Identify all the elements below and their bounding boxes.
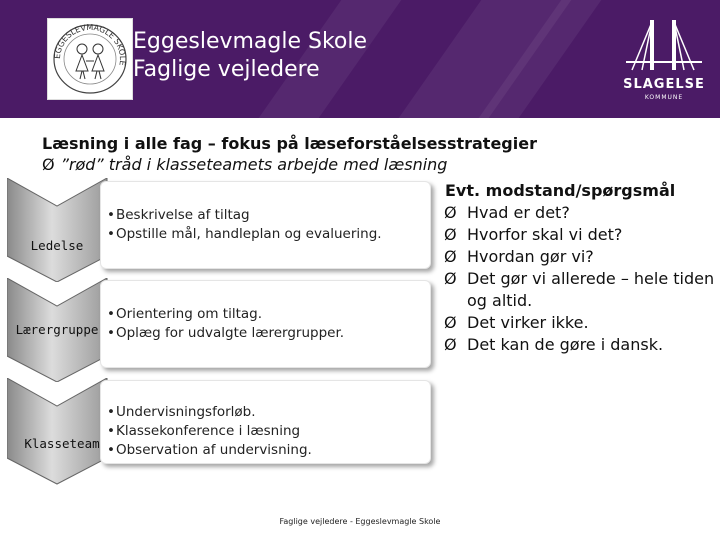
level-label-laerergruppe: Lærergruppe xyxy=(15,322,99,337)
slide-subtitle-text: ”rød” tråd i klasseteamets arbejde med læsning xyxy=(60,155,448,174)
resistance-questions-panel xyxy=(443,179,717,356)
header-title-subtitle: Faglige vejledere xyxy=(133,57,320,82)
chevron-shape-ledelse xyxy=(7,178,109,282)
city-name: SLAGELSE xyxy=(623,77,705,92)
logo-ring-text: EGGESLEVMAGLE SKOLE xyxy=(52,22,128,67)
list-item-text: Det gør vi allerede – hele tiden og altid. xyxy=(467,269,715,310)
bridge-icon xyxy=(622,14,706,76)
slide-footer: Faglige vejledere - Eggeslevmagle Skole xyxy=(279,517,441,526)
list-item xyxy=(443,312,717,334)
list-item xyxy=(443,334,717,356)
arrow-bullet-icon: Ø xyxy=(444,335,457,354)
chevron-shape-klasseteam xyxy=(7,378,109,486)
list-item: • Observation af undervisning. xyxy=(107,441,312,460)
list-item: • Orientering om tiltag. xyxy=(107,305,344,324)
arrow-bullet-icon: Ø xyxy=(444,203,457,222)
arrow-bullet-icon: Ø xyxy=(444,313,457,332)
arrow-bullet-icon: Ø xyxy=(444,269,457,288)
school-logo-icon xyxy=(48,19,132,99)
arrow-bullet-icon: Ø xyxy=(444,225,457,244)
list-item xyxy=(443,268,717,312)
list-item: • Klassekonference i læsning xyxy=(107,422,312,441)
level-label-ledelse: Ledelse xyxy=(30,238,84,253)
level-label-klasseteam: Klasseteam xyxy=(24,436,100,451)
level-box-laerergruppe xyxy=(100,280,431,368)
list-item xyxy=(443,202,717,224)
list-item: • Oplæg for udvalgte lærergrupper. xyxy=(107,324,344,343)
header-title xyxy=(133,28,367,84)
arrow-bullet-icon: Ø xyxy=(444,247,457,266)
list-item-text: Hvordan gør vi? xyxy=(467,247,594,266)
arrow-bullet-icon: Ø xyxy=(42,155,55,174)
city-subtitle: KOMMUNE xyxy=(644,94,684,101)
list-item: • Undervisningsforløb. xyxy=(107,403,312,422)
header-title-school: Eggeslevmagle Skole xyxy=(133,29,368,54)
slagelse-kommune-logo xyxy=(622,14,706,106)
level-box-klasseteam xyxy=(100,380,431,464)
slide-title: Læsning i alle fag – fokus på læseforståelsesstrategier xyxy=(42,134,537,153)
list-item-text: Hvad er det? xyxy=(467,203,570,222)
list-item: • Opstille mål, handleplan og evaluering. xyxy=(107,225,382,244)
list-item: • Beskrivelse af tiltag xyxy=(107,206,382,225)
header-banner xyxy=(0,0,720,118)
list-item-text: Hvorfor skal vi det? xyxy=(467,225,623,244)
school-logo xyxy=(47,18,133,100)
list-item xyxy=(443,224,717,246)
list-item-text: Det virker ikke. xyxy=(467,313,589,332)
level-box-ledelse xyxy=(100,181,431,269)
resistance-heading: Evt. modstand/spørgsmål xyxy=(445,181,676,200)
slide-subtitle xyxy=(42,155,447,174)
list-item-text: Det kan de gøre i dansk. xyxy=(467,335,664,354)
list-item xyxy=(443,246,717,268)
